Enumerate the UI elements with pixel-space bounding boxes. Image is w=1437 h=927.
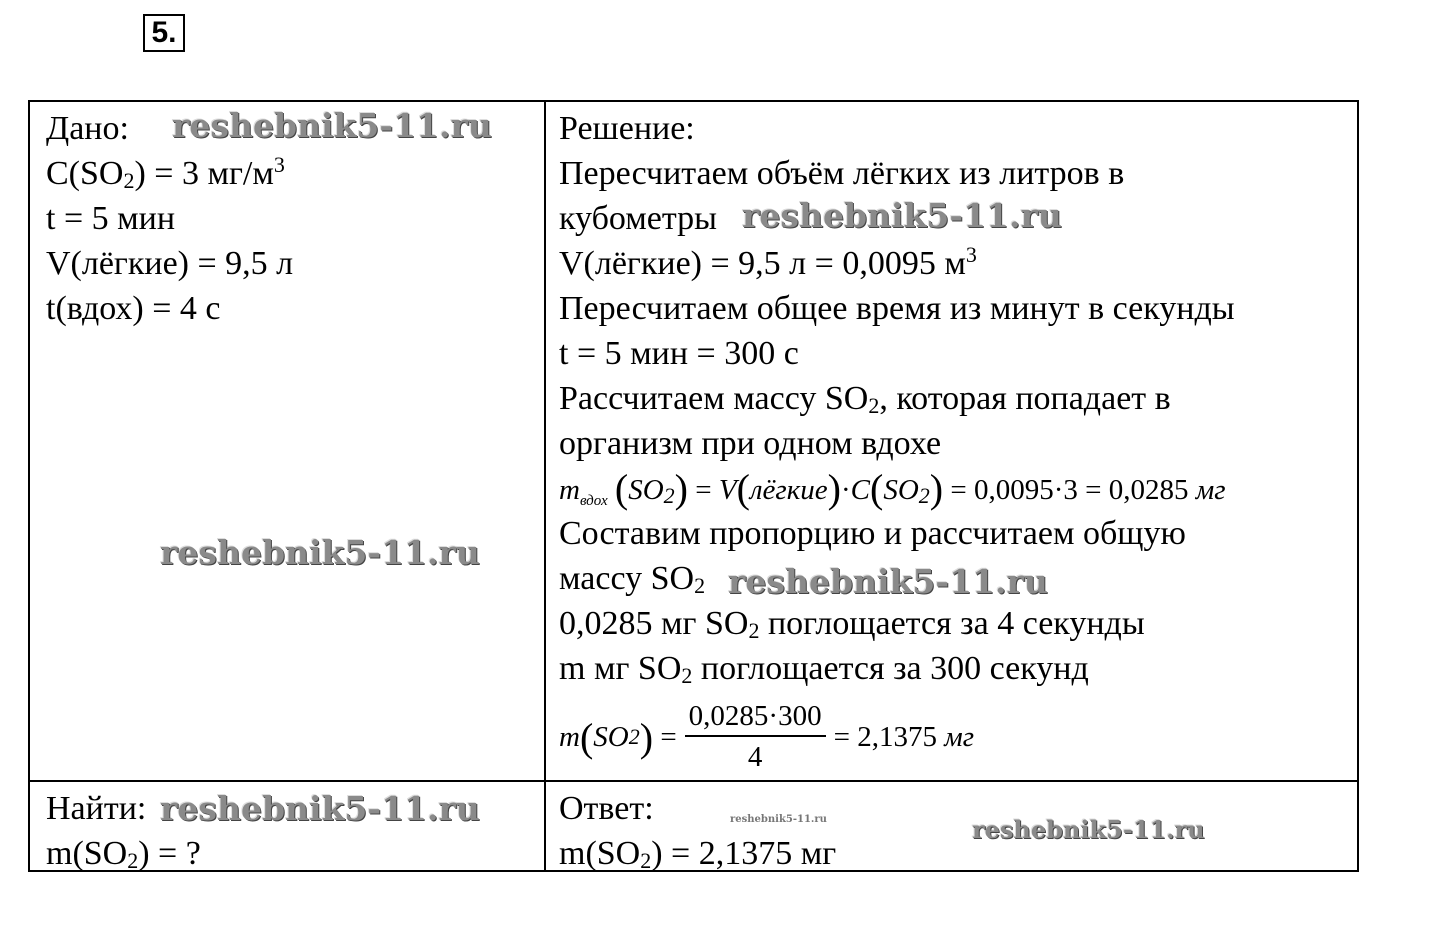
solution-step1-line2: кубометры [559, 200, 717, 237]
answer-value: $m(SO_2) = 2,1375$ мг [559, 835, 837, 873]
formula-total-mass: m ( SO 2 ) = $\frac{0,0285\cdot 300}{4}$ = 2,1375 мг [559, 700, 975, 773]
watermark: reshebnik5-11.ru [972, 815, 1205, 844]
watermark: reshebnik5-11.ru [728, 562, 1048, 601]
find-target: $m(SO_2)$ = ? [46, 835, 201, 873]
given-label: Дано: [46, 110, 129, 147]
solution-step3-line1: Рассчитаем массу $SO_2$, которая попадает в [559, 380, 1171, 418]
watermark: reshebnik5-11.ru [160, 533, 480, 572]
solution-step2-equation: t = 5 мин = 300 с [559, 335, 799, 372]
given-lung-volume: V(лёгкие) = 9,5 л [46, 245, 294, 282]
solution-step3-line2: организм при одном вдохе [559, 425, 942, 462]
given-time: t = 5 мин [46, 200, 176, 237]
watermark: reshebnik5-11.ru [730, 814, 827, 825]
given-concentration: $C(SO_2) = 3$ $мг/м^3$ [46, 152, 285, 193]
solution-step1-line1: Пересчитаем объём лёгких из литров в [559, 155, 1125, 192]
solution-label: Решение: [559, 110, 695, 147]
solution-step2: Пересчитаем общее время из минут в секунды [559, 290, 1235, 327]
fraction [685, 699, 826, 775]
fraction-numerator: 0,0285·300 [685, 699, 826, 737]
proportion-line1: 0,0285 мг $SO_2$ поглощается за 4 секунды [559, 605, 1145, 643]
watermark: reshebnik5-11.ru [172, 106, 492, 145]
solution-step4-line2: массу $SO_2$ [559, 560, 706, 598]
find-label: Найти: [46, 790, 147, 827]
problem-number: 5. [143, 14, 185, 52]
proportion-line2: m мг $SO_2$ поглощается за 300 секунд [559, 650, 1089, 688]
watermark: reshebnik5-11.ru [160, 789, 480, 828]
solution-step1-equation: V(лёгкие) = 9,5 л = 0,0095 $м^3$ [559, 242, 977, 282]
answer-label: Ответ: [559, 790, 654, 827]
given-inhale-time: t(вдох) = 4 с [46, 290, 221, 327]
solution-step4-line1: Составим пропорцию и рассчитаем общую [559, 515, 1186, 552]
watermark: reshebnik5-11.ru [742, 196, 1062, 235]
answer-cell [559, 786, 836, 876]
fraction-denominator: 4 [747, 741, 763, 773]
solution-table [28, 100, 1359, 872]
table-column-divider [544, 102, 546, 870]
formula-mass-per-inhale: $m_{вдох}$ $(SO_2)$ = $V(лёгкие)\cdot C(SO_2) = 0,0095\cdot 3 = 0,0285$ мг [559, 466, 1226, 511]
